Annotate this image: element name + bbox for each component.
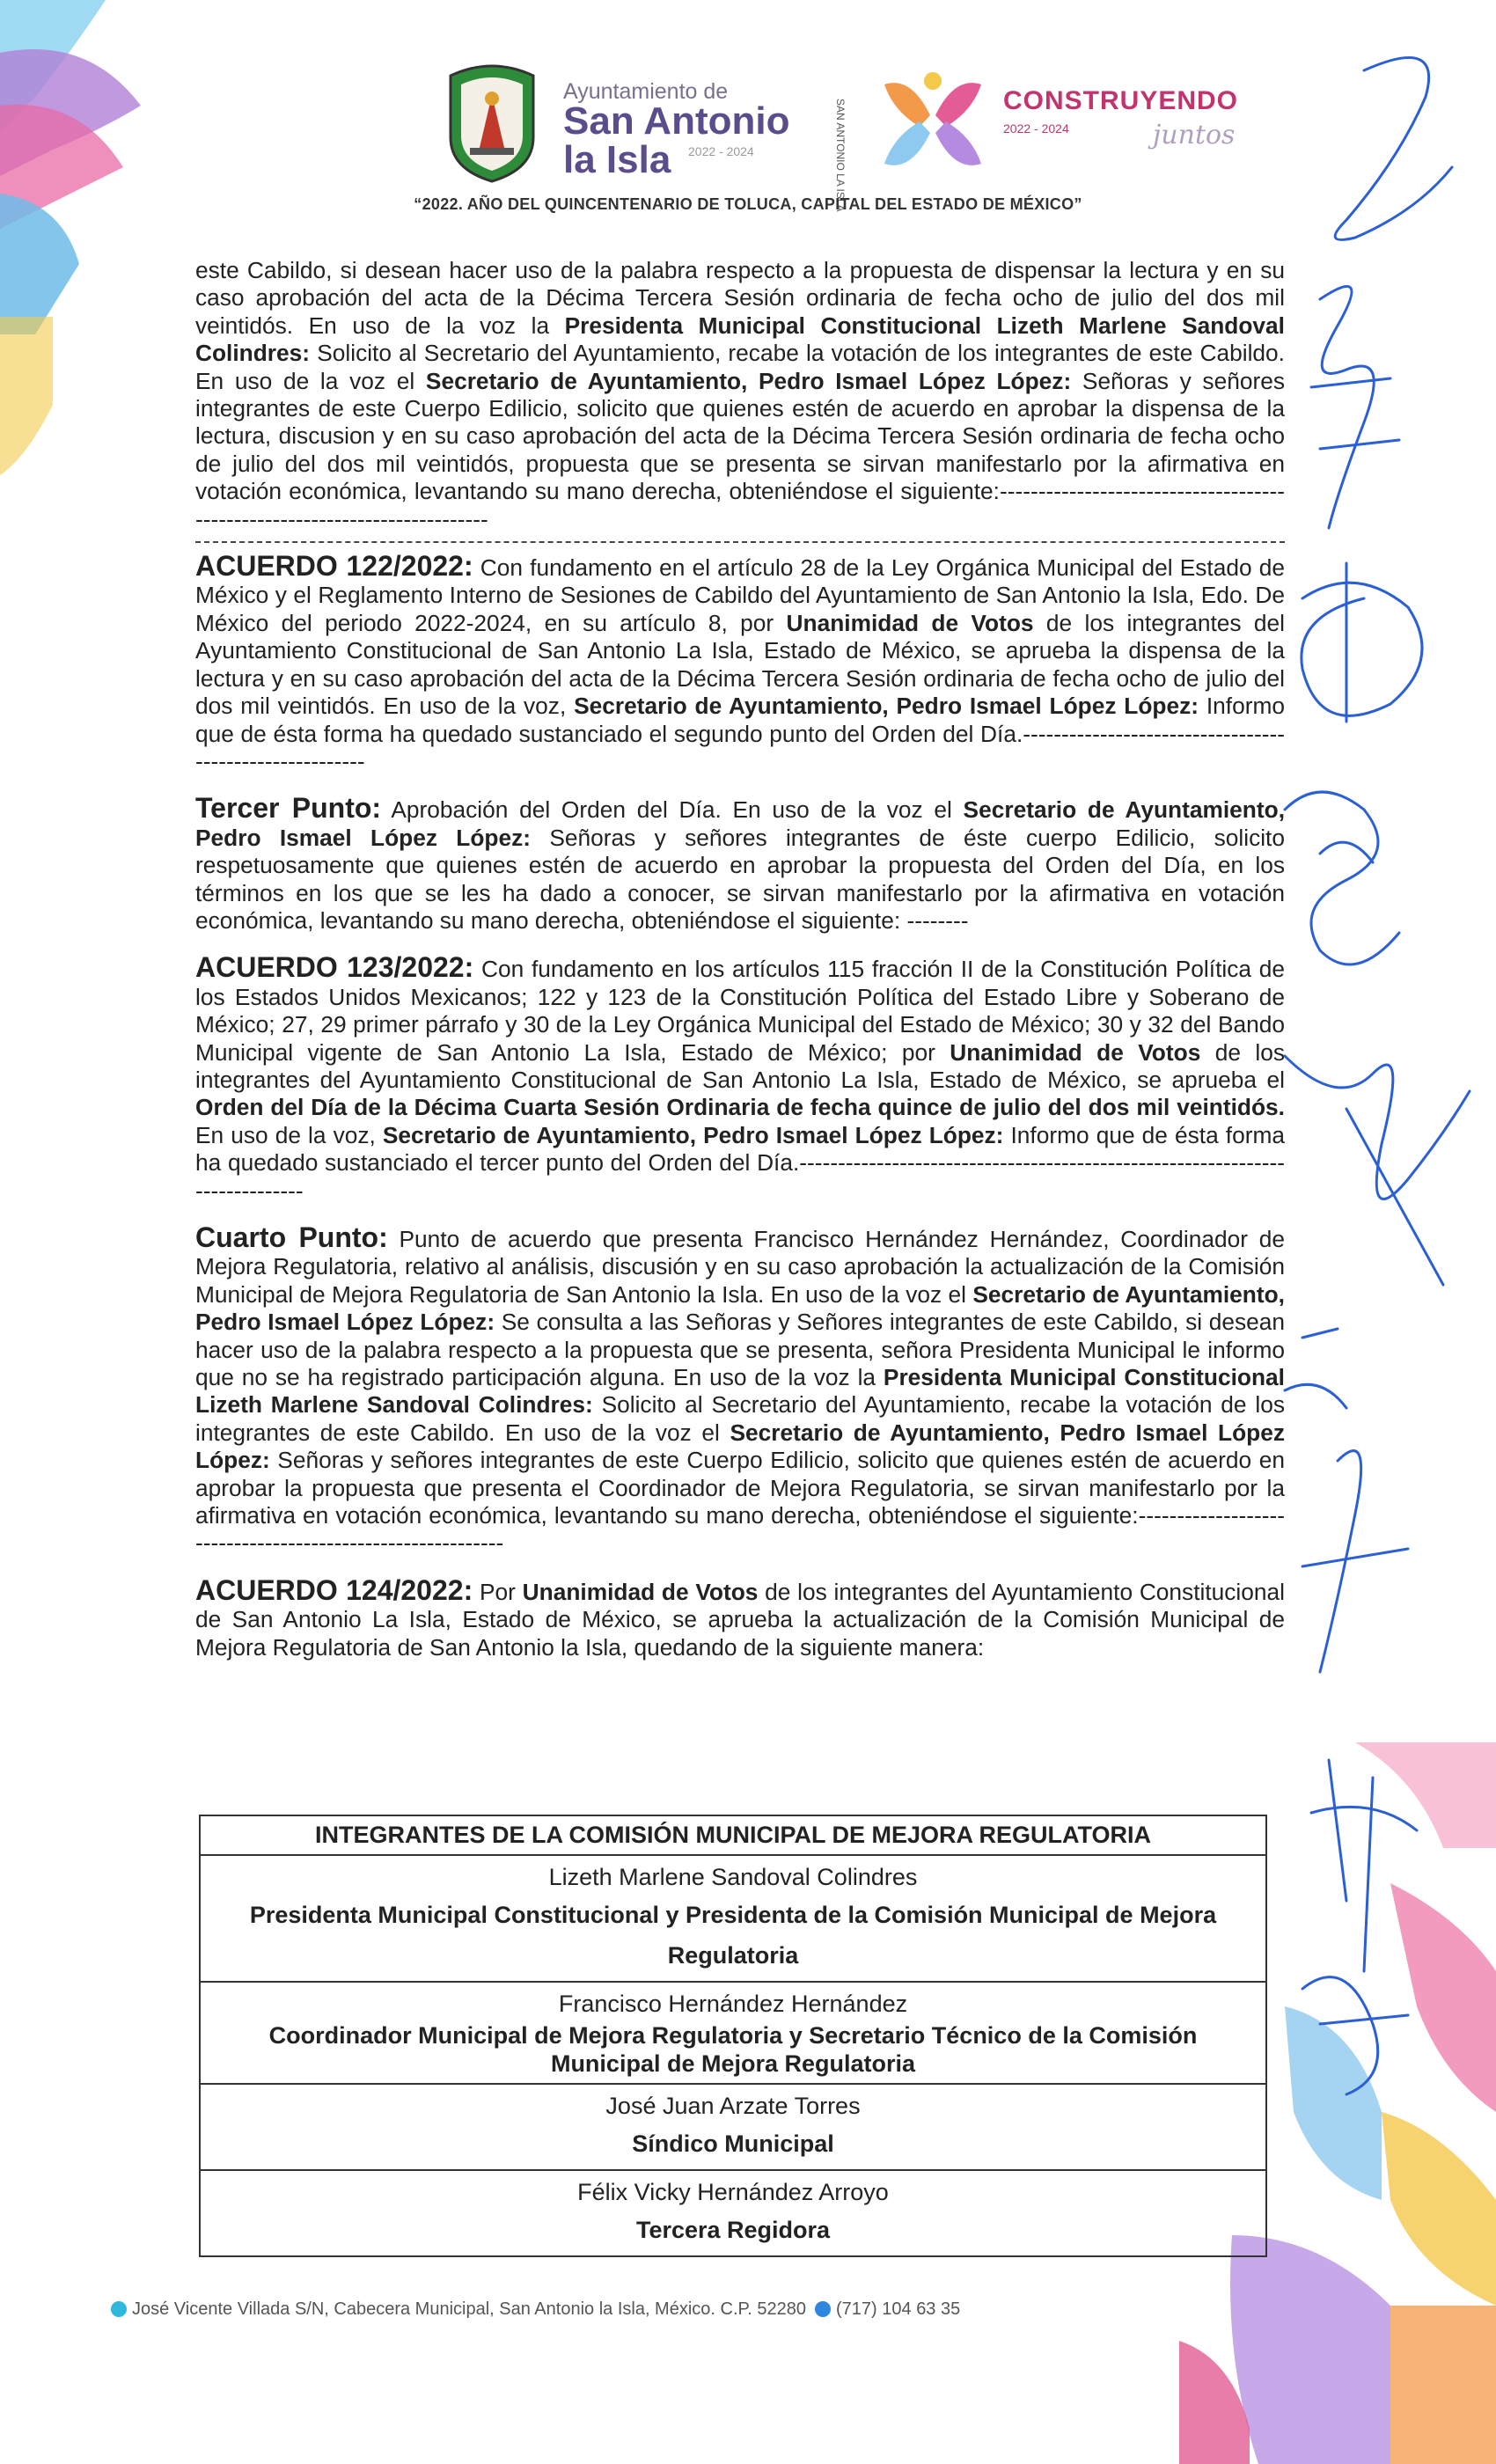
table-title: INTEGRANTES DE LA COMISIÓN MUNICIPAL DE MEJORA REGULATORIA: [200, 1815, 1266, 1855]
vertical-label: SAN ANTONIO LA ISLA: [834, 99, 847, 212]
year-motto: “2022. AÑO DEL QUINCENTENARIO DE TOLUCA, CAPITAL DEL ESTADO DE MÉXICO”: [414, 195, 1082, 213]
member-name: José Juan Arzate Torres: [605, 2093, 861, 2119]
member-role: Tercera Regidora: [635, 2217, 831, 2243]
member-name: Félix Vicky Hernández Arroyo: [577, 2179, 889, 2205]
member-role: Coordinador Municipal de Mejora Regulatoria y Secretario Técnico de la Comisión Municipal de Mejora Regulatoria: [268, 2022, 1198, 2077]
municipio-name: San Antonio la Isla: [563, 99, 790, 181]
municipal-crest-icon: [440, 60, 544, 183]
handwritten-signatures: [1267, 35, 1496, 2112]
paragraph-tercer-punto: Tercer Punto: Aprobación del Orden del Día. En uso de la voz el Secretario de Ayuntamiento, Pedro Ismael López López: Señoras y señores integrantes de éste cuerpo Edilicio, solicito respetuosamente que quienes estén de acuerdo en aprobar la propuesta del Orden del Día, en los términos en los que se les ha dado a conocer, se sirvan manifestarlo por la afirmativa en votación económica, levantando su mano derecha, obteniéndose el siguiente: --------: [195, 792, 1285, 934]
member-role: Síndico Municipal: [632, 2130, 834, 2157]
ayuntamiento-label: Ayuntamiento de: [563, 79, 729, 104]
table-row: [200, 1982, 1266, 2084]
paragraph-acuerdo-122: ACUERDO 122/2022: Con fundamento en el artículo 28 de la Ley Orgánica Municipal del Estado de México y el Reglamento Interno de Sesiones de Cabildo del Ayuntamiento de San Antonio la Isla, Edo. De México del periodo 2022-2024, en su artículo 8, por Unanimidad de Votos de los integrantes del Ayuntamiento Constitucional de San Antonio La Isla, Estado de México, se aprueba la dispensa de la lectura y en su caso aprobación del acta de la Décima Tercera Sesión ordinaria de fecha ocho de julio del dos mil veintidós. En uso de la voz, Secretario de Ayuntamiento, Pedro Ismael López López: Informo que de ésta forma ha quedado sustanciado el segundo punto del Orden del Día.--------------------------------------------------------: [195, 550, 1286, 774]
slogan-script: juntos: [1153, 120, 1236, 150]
paragraph-acuerdo-123: ACUERDO 123/2022: Con fundamento en los artículos 115 fracción II de la Constitución Política de los Estados Unidos Mexicanos; 122 y 123 de la Constitución Política del Estado Libre y Soberano de México; 27, 29 primer párrafo y 30 de la Ley Orgánica Municipal del Estado de México; 30 y 32 del Bando Municipal vigente de San Antonio La Isla, Estado de México; por Unanimidad de Votos de los integrantes del Ayuntamiento Constitucional de San Antonio La Isla, Estado de México, se aprueba el Orden del Día de la Décima Cuarta Sesión Ordinaria de fecha quince de julio del dos mil veintidós. En uso de la voz, Secretario de Ayuntamiento, Pedro Ismael López López: Informo que de ésta forma ha quedado sustanciado el tercer punto del Orden del Día.-----------------------------------------------------------------------------: [195, 951, 1286, 1204]
member-name: Francisco Hernández Hernández: [558, 1991, 908, 2017]
footer-address: José Vicente Villada S/N, Cabecera Municipal, San Antonio la Isla, México. C.P. 52280: [132, 2299, 807, 2319]
municipio-period: 2022 - 2024: [688, 144, 754, 158]
paragraph-acuerdo-124: ACUERDO 124/2022: Por Unanimidad de Votos de los integrantes del Ayuntamiento Constitucional de San Antonio La Isla, Estado de México, se aprueba la actualización de la Comisión Municipal de Mejora Regulatoria de San Antonio la Isla, quedando de la siguiente manera:: [195, 1573, 1285, 1661]
table-row: [200, 2170, 1266, 2256]
dash-separator: [195, 541, 1285, 543]
location-icon: [111, 2301, 127, 2317]
table-row: [200, 1855, 1266, 1982]
member-role: Presidenta Municipal Constitucional y Presidenta de la Comisión Municipal de Mejora Regulatoria: [249, 1902, 1217, 1969]
paragraph-cuarto-punto: Cuarto Punto: Punto de acuerdo que presenta Francisco Hernández Hernández, Coordinador de Mejora Regulatoria, relativo al análisis, discusión y en su caso aprobación la actualización de la Comisión Municipal de Mejora Regulatoria de San Antonio la Isla. En uso de la voz el Secretario de Ayuntamiento, Pedro Ismael López López: Se consulta a las Señoras y Señores integrantes de este Cabildo, si desean hacer uso de la palabra respecto a la propuesta que se presenta, señora Presidenta Municipal le informo que no se ha registrado participación alguna. En uso de la voz la Presidenta Municipal Constitucional Lizeth Marlene Sandoval Colindres: Solicito al Secretario del Ayuntamiento, recabe la votación de los integrantes de este Cabildo. En uso de la voz el Secretario de Ayuntamiento, Pedro Ismael López López: Señoras y señores integrantes de este Cuerpo Edilicio, solicito que quienes estén de acuerdo en aprobar la propuesta que presenta el Coordinador de Mejora Regulatoria, se sirvan manifestarlo por la afirmativa en votación económica, levantando su mano derecha, obteniéndose el siguiente:-----------------------------------------------------------: [195, 1221, 1285, 1557]
footer-contact: [111, 2299, 960, 2320]
construyendo-logo-icon: [876, 67, 990, 181]
footer-phone: (717) 104 63 35: [836, 2299, 961, 2319]
phone-icon: [815, 2301, 831, 2317]
corner-decoration-top-left: [0, 0, 176, 493]
paragraph-vote-call-1: este Cabildo, si desean hacer uso de la palabra respecto a la propuesta de dispensar la lectura y en su caso aprobación del acta de la Décima Tercera Sesión ordinaria de fecha ocho de julio del dos mil veintidós. En uso de la voz la Presidenta Municipal Constitucional Lizeth Marlene Sandoval Colindres: Solicito al Secretario del Ayuntamiento, recabe la votación de los integrantes de este Cabildo. En uso de la voz el Secretario de Ayuntamiento, Pedro Ismael López López: Señoras y señores integrantes de este Cuerpo Edilicio, solicito que quienes estén de acuerdo en aprobar la dispensa de la lectura, discusion y en su caso aprobación del acta de la Décima Tercera Sesión ordinaria de fecha ocho de julio del dos mil veintidós, propuesta que se presenta se sirvan manifestarlo por la afirmativa en votación económica, levantando su mano derecha, obteniéndose el siguiente:---------------------------------------------------------------------------: [195, 257, 1285, 532]
slogan-years: 2022 - 2024: [1003, 121, 1069, 136]
commission-members-table: [199, 1815, 1267, 2257]
table-row: [200, 2084, 1266, 2170]
minutes-body: [195, 257, 1285, 1661]
slogan-title: CONSTRUYENDO: [1003, 86, 1239, 115]
member-name: Lizeth Marlene Sandoval Colindres: [548, 1864, 918, 1890]
